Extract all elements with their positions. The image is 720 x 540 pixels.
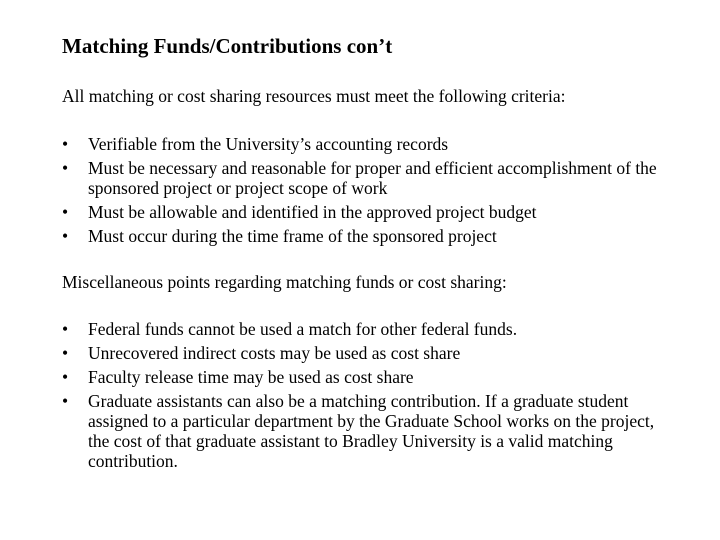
bullet-icon: • (62, 158, 69, 178)
criteria-list (62, 134, 662, 250)
slide-title: Matching Funds/Contributions con’t (62, 34, 393, 58)
bullet-icon: • (62, 391, 69, 411)
bullet-icon: • (62, 367, 69, 387)
misc-item-text: Federal funds cannot be used a match for other federal funds. (88, 319, 518, 339)
misc-item (62, 391, 662, 471)
misc-item (62, 367, 662, 387)
misc-list (62, 319, 662, 475)
bullet-icon: • (62, 202, 69, 222)
bullet-icon: • (62, 134, 69, 154)
criteria-item (62, 134, 662, 154)
bullet-icon: • (62, 319, 69, 339)
criteria-intro: All matching or cost sharing resources must meet the following criteria: (62, 86, 566, 106)
criteria-item (62, 158, 662, 198)
bullet-icon: • (62, 226, 69, 246)
misc-item (62, 343, 662, 363)
misc-item-text: Faculty release time may be used as cost share (88, 367, 414, 387)
criteria-item-text: Verifiable from the University’s accounting records (88, 134, 449, 154)
criteria-item (62, 226, 662, 246)
misc-item-text: Unrecovered indirect costs may be used as cost share (88, 343, 461, 363)
misc-item (62, 319, 662, 339)
criteria-item-text: Must be allowable and identified in the approved project budget (88, 202, 537, 222)
bullet-icon: • (62, 343, 69, 363)
misc-item-text: Graduate assistants can also be a matching contribution. If a graduate student assigned to a particular department by the Graduate School works on the project, the cost of that graduate assistant to Bradley University is a valid matching contribution. (88, 391, 655, 471)
misc-heading: Miscellaneous points regarding matching funds or cost sharing: (62, 272, 507, 292)
criteria-item-text: Must occur during the time frame of the sponsored project (88, 226, 497, 246)
criteria-item (62, 202, 662, 222)
criteria-item-text: Must be necessary and reasonable for proper and efficient accomplishment of the sponsored project or project scope of work (88, 158, 657, 198)
